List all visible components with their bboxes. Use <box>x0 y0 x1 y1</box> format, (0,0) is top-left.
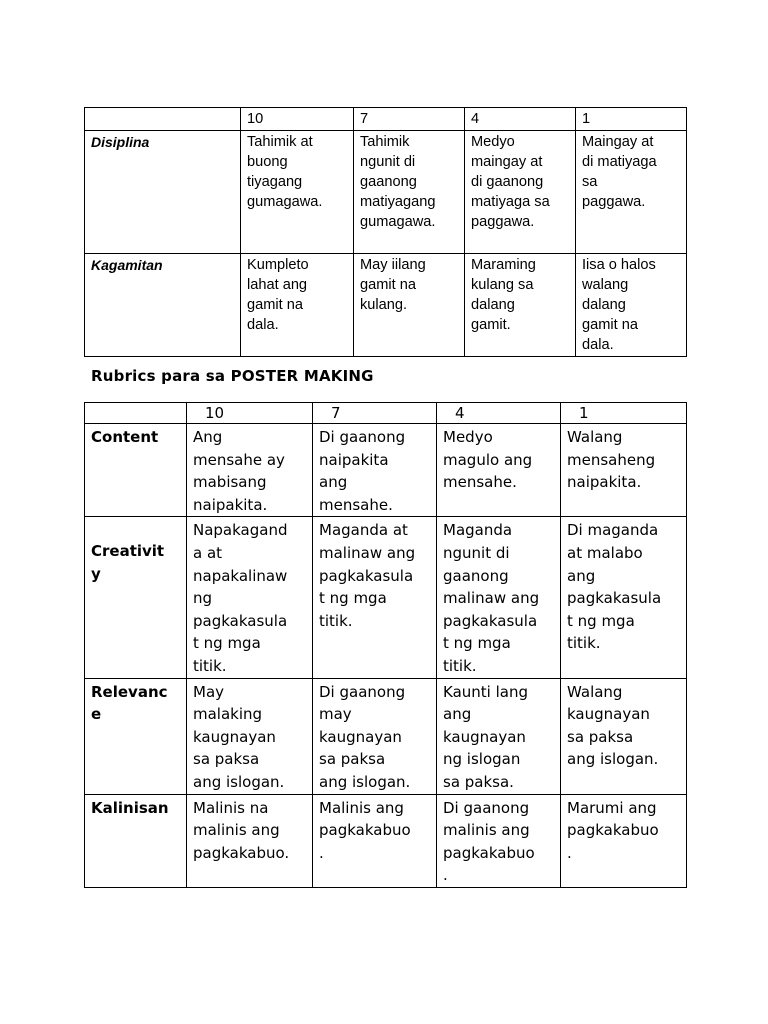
header-cell-score-10: 10 <box>187 403 313 424</box>
rubric-cell: Kumpleto lahat ang gamit na dala. <box>241 254 354 357</box>
rubric-cell: Iisa o halos walang dalang gamit na dala. <box>576 254 687 357</box>
rubric-cell: Di gaanong naipakita ang mensahe. <box>313 424 437 517</box>
table-row <box>85 517 687 678</box>
header-cell-score-7: 7 <box>354 108 465 131</box>
table-row <box>85 254 687 357</box>
criterion-label: Kalinisan <box>85 794 187 887</box>
header-cell-score-1: 1 <box>576 108 687 131</box>
criterion-label: Disiplina <box>85 131 241 254</box>
table-header-row <box>85 403 687 424</box>
section-title: Rubrics para sa POSTER MAKING <box>91 367 374 385</box>
rubric-cell: Maganda ngunit di gaanong malinaw ang pagkakasula t ng mga titik. <box>437 517 561 678</box>
rubric-cell: Kaunti lang ang kaugnayan ng islogan sa paksa. <box>437 678 561 794</box>
header-cell-score-7: 7 <box>313 403 437 424</box>
criterion-label: Content <box>85 424 187 517</box>
rubric-cell: Maraming kulang sa dalang gamit. <box>465 254 576 357</box>
rubric-cell: Marumi ang pagkakabuo . <box>561 794 687 887</box>
header-cell-score-1: 1 <box>561 403 687 424</box>
table-row <box>85 131 687 254</box>
rubric-cell: Malinis na malinis ang pagkakabuo. <box>187 794 313 887</box>
rubric-cell: Medyo magulo ang mensahe. <box>437 424 561 517</box>
header-cell-score-4: 4 <box>437 403 561 424</box>
rubric-cell: Walang mensaheng naipakita. <box>561 424 687 517</box>
header-cell-empty <box>85 108 241 131</box>
header-cell-empty <box>85 403 187 424</box>
rubric-cell: Maingay at di matiyaga sa paggawa. <box>576 131 687 254</box>
criterion-label: Creativit y <box>85 517 187 678</box>
header-cell-score-4: 4 <box>465 108 576 131</box>
rubric-cell: Walang kaugnayan sa paksa ang islogan. <box>561 678 687 794</box>
rubric-cell: Napakagand a at napakalinaw ng pagkakasula t ng mga titik. <box>187 517 313 678</box>
rubric-cell: May malaking kaugnayan sa paksa ang islogan. <box>187 678 313 794</box>
rubric-cell: Medyo maingay at di gaanong matiyaga sa paggawa. <box>465 131 576 254</box>
table-header-row <box>85 108 687 131</box>
rubric-cell: Malinis ang pagkakabuo . <box>313 794 437 887</box>
table-row <box>85 678 687 794</box>
header-cell-score-10: 10 <box>241 108 354 131</box>
rubric-cell: Di gaanong may kaugnayan sa paksa ang islogan. <box>313 678 437 794</box>
rubric-cell: Maganda at malinaw ang pagkakasula t ng mga titik. <box>313 517 437 678</box>
rubric-cell: Di gaanong malinis ang pagkakabuo . <box>437 794 561 887</box>
rubric-cell: Ang mensahe ay mabisang naipakita. <box>187 424 313 517</box>
rubric-cell: Tahimik at buong tiyagang gumagawa. <box>241 131 354 254</box>
table-row <box>85 424 687 517</box>
criterion-label: Kagamitan <box>85 254 241 357</box>
criterion-label: Relevanc e <box>85 678 187 794</box>
rubric-cell: Tahimik ngunit di gaanong matiyagang gumagawa. <box>354 131 465 254</box>
rubric-cell: May iilang gamit na kulang. <box>354 254 465 357</box>
table-row <box>85 794 687 887</box>
rubric-cell: Di maganda at malabo ang pagkakasula t ng mga titik. <box>561 517 687 678</box>
rubric-table-behavior <box>84 107 687 357</box>
rubric-table-poster-making <box>84 402 687 888</box>
